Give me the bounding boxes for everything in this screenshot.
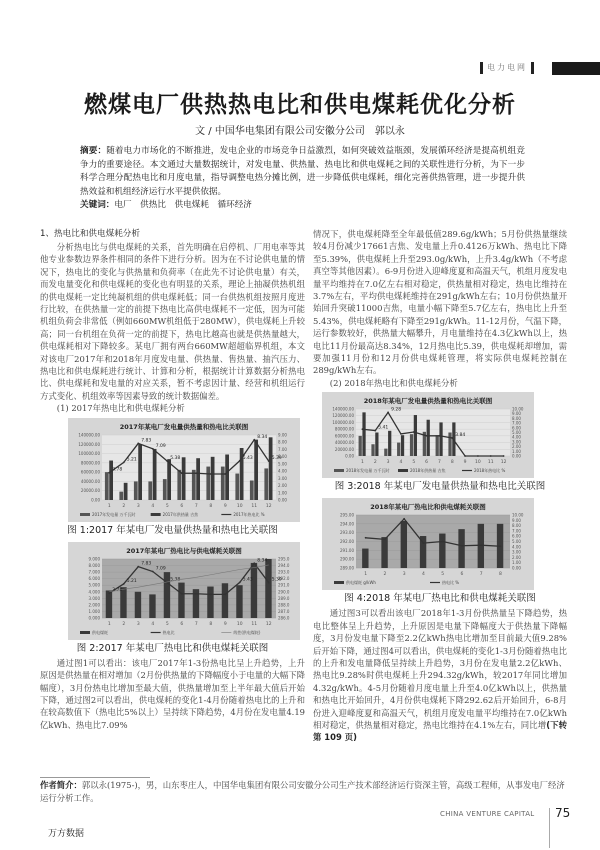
figure-1-caption: 图 1:2017 年某电厂发电量供热量和热电比关联图 <box>67 524 278 536</box>
y-tick-label: 60000.00 <box>334 433 354 439</box>
bar <box>264 468 268 500</box>
bar <box>414 415 417 456</box>
line-point <box>422 542 424 544</box>
y2-tick-label: 3.00 <box>278 475 287 481</box>
y2-tick-label: 7.00 <box>278 446 287 452</box>
bar <box>269 437 273 500</box>
y2-tick-label: 4.00 <box>512 544 521 550</box>
figure-3-caption: 图 3:2018 年某电厂发电量供热量和热电比关联图 <box>334 481 546 493</box>
plot-area <box>356 409 510 456</box>
y-tick-label: 9.000 <box>88 556 100 562</box>
y-tick-label: 20000.00 <box>334 447 354 453</box>
y-tick-label: 4.000 <box>88 588 100 594</box>
footer-divider <box>549 808 550 848</box>
bar <box>236 585 242 618</box>
y2-tick-label: 294.0 <box>278 562 290 568</box>
y2-tick-label: 2.00 <box>278 482 287 488</box>
bar <box>250 480 254 500</box>
paragraph: 通过图1可以看出：该电厂2017年1-3份热电比呈上升趋势，上升原因是供热量在相对增加（2月份供热量的下降幅度小于电量的大幅下降幅度），3月份热电比增加至最大值，供热量增加至上半年最大值后开始下降，通过图2可以看出，供电煤耗的变化1-4月份随着热电比的上升和在较高数值下（热电比5%以上）呈持续下降趋势，4月份在发电量4.19亿kWh、热电比7.09% <box>40 657 305 730</box>
y-tick-label: 100000.00 <box>78 450 100 456</box>
x-tick-label: 6 <box>460 572 464 578</box>
line-point <box>365 537 367 539</box>
line-point <box>253 562 255 564</box>
line-point <box>442 541 444 543</box>
article-title: 燃煤电厂供热热电比和供电煤耗优化分析 <box>84 92 516 118</box>
x-tick-label: 11 <box>251 621 258 627</box>
author-bio <box>40 779 565 805</box>
line-point <box>400 433 402 435</box>
subsection-heading: (2) 2018年热电比和供电煤耗分析 <box>329 377 458 388</box>
keywords-text: 电厂 供热比 供电煤耗 循环经济 <box>114 200 252 210</box>
x-tick-label: 9 <box>223 503 227 509</box>
bar <box>153 449 157 500</box>
legend-label: 2017年供热量 吉焦 <box>162 511 199 517</box>
y2-tick-label: 3.00 <box>512 549 521 555</box>
y2-tick-label: 1.00 <box>512 449 521 455</box>
line-point <box>451 437 453 439</box>
chart-title: 2018年某电厂热电比和供电煤耗关联图 <box>370 503 486 512</box>
paragraph <box>313 607 567 743</box>
y2-tick-label: 8.00 <box>278 439 287 445</box>
x-tick-label: 1 <box>364 572 368 578</box>
legend-label: 供电煤耗 g/kWh <box>346 580 376 586</box>
y2-tick-label: 287.0 <box>278 608 290 614</box>
y2-tick-label: 292.0 <box>278 575 290 581</box>
keywords <box>80 199 600 213</box>
bar <box>225 454 229 500</box>
figure-4-chart <box>322 498 534 590</box>
data-label: 5.39 <box>271 455 282 461</box>
y2-tick-label: 5.00 <box>278 461 287 467</box>
bar <box>362 549 368 568</box>
line-point <box>387 412 389 414</box>
y2-tick-label: 10.00 <box>512 512 524 518</box>
y-tick-label: 8.000 <box>88 562 100 568</box>
y-tick-label: 291.00 <box>340 548 354 554</box>
chart-title: 2018年某电厂发电量供热量和热电比关联图 <box>363 397 493 406</box>
bar <box>222 583 228 618</box>
line-point <box>137 565 139 567</box>
x-tick-label: 8 <box>498 572 502 578</box>
line-point <box>210 593 212 595</box>
x-tick-label: 1 <box>360 460 364 466</box>
data-label: 5.38 <box>170 455 181 461</box>
left-column <box>40 228 305 731</box>
data-label: 5.41 <box>378 425 389 431</box>
line-point <box>166 460 168 462</box>
y-tick-label: 292.00 <box>340 539 354 545</box>
bar <box>458 529 464 568</box>
section-heading: 1、热电比和供电煤耗分析 <box>40 229 140 239</box>
legend-label: 2018年发电量 万千瓦时 <box>346 468 390 474</box>
x-tick-label: 3 <box>386 460 390 466</box>
x-tick-label: 9 <box>463 460 467 466</box>
y2-tick-label: 6.00 <box>278 453 287 459</box>
abstract-text: 随着电力市场化的不断推进，发电企业的市场竞争日益激烈，如何突破效益瓶颈，发展循环经济是提高机组竞争力的重要途径。本文通过大量数据统计，对发电量、供热量、热电比和供电煤耗之间的关联性进行分析，为下一步科学合理分配热电比和月度电量，指导调整电热分摊比例，进一步降低供电煤耗，细化完善供热管理，进一步提升供热效益和机组经济运行水平提供依据。 <box>80 146 525 197</box>
x-tick-label: 12 <box>265 503 272 509</box>
y-tick-label: 295.00 <box>340 512 354 518</box>
figure-2-chart <box>68 542 300 640</box>
line-point <box>195 472 197 474</box>
y-tick-label: 80000.00 <box>334 426 354 432</box>
bar <box>119 491 123 499</box>
bar <box>149 594 155 618</box>
bar <box>439 534 445 568</box>
y-tick-label: 0.00 <box>345 453 354 459</box>
bar <box>182 457 186 500</box>
x-tick-label: 5 <box>412 460 416 466</box>
bar <box>427 420 430 456</box>
legend-label: 供电煤耗 <box>92 629 108 635</box>
bar <box>251 563 257 618</box>
y-tick-label: 7.000 <box>88 569 100 575</box>
y2-tick-label: 9.00 <box>278 432 287 438</box>
bar <box>384 449 387 456</box>
line-point <box>268 460 270 462</box>
bar <box>401 435 404 456</box>
data-label: 3.84 <box>455 433 466 439</box>
legend-label: 2017年发电量 万千瓦时 <box>92 511 136 517</box>
data-label: 7.83 <box>141 438 152 444</box>
x-tick-label: 10 <box>236 621 243 627</box>
x-tick-label: 5 <box>441 572 445 578</box>
bar <box>207 586 213 617</box>
line-point <box>181 593 183 595</box>
bar <box>401 521 407 568</box>
figure-2-caption: 图 2:2017 年某电厂热电比和供电煤耗关联图 <box>76 642 269 654</box>
y-tick-label: 2.000 <box>88 602 100 608</box>
line-point <box>499 546 501 548</box>
continued-note: (下转第 109 页) <box>313 719 567 743</box>
y2-tick-label: 7.00 <box>512 528 521 534</box>
bar <box>397 443 400 456</box>
figure-1-chart <box>68 418 300 522</box>
x-tick-label: 9 <box>223 621 227 627</box>
data-label: 3.78 <box>112 587 123 593</box>
line-point <box>152 448 154 450</box>
x-tick-label: 7 <box>194 503 198 509</box>
y2-tick-label: 1.00 <box>512 560 521 566</box>
data-label: 3.78 <box>112 467 123 473</box>
divider <box>40 777 150 778</box>
y2-tick-label: 0.00 <box>278 497 287 503</box>
legend-label: 2017年热电比 % <box>233 511 265 517</box>
data-label: 5.38 <box>170 577 181 583</box>
x-tick-label: 3 <box>136 621 140 627</box>
y-tick-label: 40000.00 <box>80 478 100 484</box>
x-tick-label: 6 <box>180 621 184 627</box>
line-point <box>413 431 415 433</box>
bar <box>196 458 200 500</box>
bar <box>167 459 171 500</box>
y-tick-label: 289.00 <box>340 565 354 571</box>
line-point <box>461 545 463 547</box>
subsection-heading: (1) 2017年热电比和供电煤耗分析 <box>56 403 185 414</box>
y2-tick-label: 9.00 <box>512 518 521 524</box>
line-point <box>268 581 270 583</box>
data-label: 8.34 <box>257 558 268 564</box>
y2-tick-label: 7.00 <box>512 420 521 426</box>
bar <box>106 590 112 618</box>
x-tick-label: 8 <box>209 503 213 509</box>
legend-label: 热电比 % <box>442 580 460 586</box>
y-tick-label: 1.000 <box>88 608 100 614</box>
y2-tick-label: 10.00 <box>512 406 524 412</box>
bar <box>148 481 152 500</box>
y2-tick-label: 289.0 <box>278 595 290 601</box>
x-tick-label: 2 <box>122 621 126 627</box>
x-tick-label: 4 <box>399 460 403 466</box>
y2-tick-label: 4.00 <box>512 434 521 440</box>
bar <box>371 445 374 457</box>
line-point <box>503 455 505 457</box>
line-point <box>384 539 386 541</box>
figure-3-chart <box>322 392 534 478</box>
line-point <box>137 442 139 444</box>
y-tick-label: 3.000 <box>88 595 100 601</box>
line-point <box>362 429 364 431</box>
x-tick-label: 2 <box>383 572 387 578</box>
line-point <box>224 473 226 475</box>
x-tick-label: 6 <box>180 503 184 509</box>
bar <box>235 473 239 499</box>
legend-label: 线性(供电煤耗) <box>233 629 261 635</box>
bio-text: 郭以永(1975-)，男，山东枣庄人，中国华电集团有限公司安徽分公司生产技术部经济运行资深主管，高级工程师，从事发电厂经济运行分析工作。 <box>40 780 565 803</box>
x-tick-label: 7 <box>479 572 483 578</box>
figure-4-caption: 图 4:2018 年某电厂热电比和供电煤耗关联图 <box>344 593 536 605</box>
line-point <box>439 435 441 437</box>
x-tick-label: 1 <box>107 503 111 509</box>
line-point <box>123 461 125 463</box>
x-tick-label: 2 <box>122 503 126 509</box>
y2-tick-label: 293.0 <box>278 569 290 575</box>
abstract <box>80 145 525 199</box>
x-tick-label: 12 <box>265 621 272 627</box>
x-tick-label: 4 <box>151 621 155 627</box>
legend-swatch <box>151 513 161 516</box>
y2-tick-label: 5.00 <box>512 430 521 436</box>
bar <box>211 457 215 500</box>
abstract-label: 摘要： <box>80 146 107 156</box>
y-tick-label: 140000.00 <box>78 432 100 438</box>
bar <box>138 444 142 500</box>
y2-tick-label: 0.00 <box>512 453 521 459</box>
legend-swatch <box>398 469 408 472</box>
y2-tick-label: 8.00 <box>512 416 521 422</box>
y-tick-label: 120000.00 <box>78 441 100 447</box>
legend-swatch <box>334 581 344 584</box>
y2-tick-label: 1.00 <box>278 489 287 495</box>
legend-swatch <box>80 513 90 516</box>
chart-title: 2017年某电厂发电量供热量和热电比关联图 <box>119 422 249 431</box>
bar <box>206 466 210 499</box>
x-tick-label: 8 <box>450 460 454 466</box>
x-tick-label: 3 <box>136 503 140 509</box>
x-tick-label: 5 <box>165 503 169 509</box>
data-label: 5.21 <box>126 457 137 463</box>
data-label: 7.83 <box>141 561 152 567</box>
article-header <box>0 90 600 213</box>
x-tick-label: 11 <box>251 503 258 509</box>
line-point <box>477 455 479 457</box>
x-tick-label: 5 <box>165 621 169 627</box>
bar <box>135 591 141 617</box>
bar <box>448 433 451 457</box>
data-label: 5.21 <box>126 578 137 584</box>
y2-tick-label: 0.00 <box>512 565 521 571</box>
line-point <box>108 471 110 473</box>
line-point <box>490 455 492 457</box>
bar <box>265 559 271 618</box>
y2-tick-label: 5.00 <box>512 539 521 545</box>
section-bar <box>552 62 600 75</box>
y2-tick-label: 286.0 <box>278 615 290 621</box>
article-author: 文 / 中国华电集团有限公司安徽分公司 郭以永 <box>195 126 405 137</box>
line-point <box>210 473 212 475</box>
bar <box>439 423 442 457</box>
bar <box>178 582 184 617</box>
line-point <box>195 593 197 595</box>
bar <box>163 479 167 500</box>
bar <box>221 466 225 499</box>
y-tick-label: 120000.00 <box>332 413 354 419</box>
y-tick-label: 80000.00 <box>80 460 100 466</box>
data-label: 5.43 <box>242 455 253 461</box>
y-tick-label: 140000.00 <box>332 406 354 412</box>
y-tick-label: 294.00 <box>340 521 354 527</box>
data-label: 5.39 <box>271 577 282 583</box>
x-tick-label: 11 <box>487 460 494 466</box>
y-tick-label: 60000.00 <box>80 469 100 475</box>
bar <box>124 483 128 500</box>
paragraph: 情况下，供电煤耗降至全年最低值289.6g/kWh；5月份供热量继续较4月份减少17661吉焦、发电量上升0.4126万kWh、热电比下降至5.39%，供电煤耗上升至293.0g/kWh，上升3.4g/kWh（不考虑真空等其他因素）。6-9月份进入迎峰度夏和高温天气，机组月度发电量平均维持在7.0亿左右相对稳定，供热量相对稳定，热电比维持在3.7%左右，平均供电煤耗维持在291g/kWh左右；10月份供热量开始回升突破11000吉焦，电量小幅下降至5.7亿左右，热电比上升至5.43%，供电煤耗略有下降至291g/kWh。11-12月份，气温下降，运行参数较好，供热量大幅攀升，月电量维持在4.3亿kWh以上，热电比11月份最高达8.34%，12月热电比5.39，供电煤耗却增加，需要加强11月份和12月份供电煤耗管理，将实际供电煤耗控制在289g/kWh左右。 <box>313 229 567 376</box>
line-point <box>123 583 125 585</box>
y2-tick-label: 290.0 <box>278 588 290 594</box>
section-tag: 电力电网 <box>480 62 534 74</box>
y2-tick-label: 291.0 <box>278 582 290 588</box>
x-tick-label: 7 <box>437 460 441 466</box>
x-tick-label: 10 <box>475 460 481 466</box>
y-tick-label: 100000.00 <box>332 420 354 426</box>
line-point <box>108 592 110 594</box>
keywords-label: 关键词： <box>80 200 115 210</box>
y2-tick-label: 4.00 <box>278 468 287 474</box>
y2-tick-label: 3.00 <box>512 439 521 445</box>
line-point <box>464 455 466 457</box>
data-label: 9.28 <box>391 407 402 413</box>
y2-tick-label: 288.0 <box>278 602 290 608</box>
x-tick-label: 8 <box>209 621 213 627</box>
bar <box>109 460 113 499</box>
bar <box>388 431 391 456</box>
x-tick-label: 10 <box>236 503 243 509</box>
watermark: 万方数据 <box>48 829 85 839</box>
bar <box>381 537 387 568</box>
legend-label: 2018年供热量 吉焦 <box>410 468 446 474</box>
x-tick-label: 6 <box>425 460 429 466</box>
line-point <box>224 593 226 595</box>
line-point <box>239 581 241 583</box>
bar <box>134 481 138 500</box>
data-label: 7.09 <box>155 443 166 449</box>
x-tick-label: 12 <box>500 460 507 466</box>
paragraph-text: 通过图3可以看出该电厂2018年1-3月份供热量呈下降趋势，热电比整体呈上升趋势，上升原因是电量下降幅度大于供热量下降幅度，3月份发电量下降至2.2亿kWh热电比增加至目前最大值9.28%后开始下降，通过图4可以看出，供电煤耗的变化1-3月份随着热电比的上升和发电量降低呈持续上升趋势，3月份在发电量2.2亿kWh、热电比9.28%时供电煤耗上升294.32g/kWh，较2017年同比增加4.32g/kWh。4-5月份随着月度电量上升至4.0亿kWh以上，供热量和热电比开始回升，4月份供电煤耗下降292.62后开始回升，6-8月份进入迎峰度夏和高温天气，机组月度发电量平均维持在7.0亿kWh相对稳定，供热量相对稳定，热电比维持在4.1%左右，同比增 <box>313 608 567 730</box>
data-label: 8.34 <box>257 434 268 440</box>
x-tick-label: 4 <box>421 572 425 578</box>
y2-tick-label: 2.00 <box>512 444 521 450</box>
data-label: 7.09 <box>155 566 166 572</box>
y2-tick-label: 9.00 <box>512 411 521 417</box>
line-point <box>403 518 405 520</box>
y2-tick-label: 2.00 <box>512 555 521 561</box>
bar <box>436 435 439 456</box>
y-tick-label: 20000.00 <box>80 487 100 493</box>
paragraph: 分析热电比与供电煤耗的关系，首先明确在启停机、厂用电率等其他专业参数边界条件相同的条件下进行分析。因为在不讨论供电量的情况下，热电比的变化与供热量和负荷率（在此先不讨论供电量）有关，而发电量变化和供电煤耗的变化也有明显的关系，理论上抽凝供热机组的供电煤耗一定比纯凝机组的供电煤耗低；同一台供热机组按照月度进行比较，在供热量一定的前提下热电比高供电煤耗不一定低，因为可能机组负荷会非常低（例如660MW机组低于280MW），供电煤耗上升较高；同一台机组在负荷一定的前提下，热电比越高也就是供热量越大，供电煤耗相对下降较多。某电厂拥有两台660MW超超临界机组，本文对该电厂2017年和2018年月度发电量、供热量、售热量、抽汽压力、热电比和供电煤耗进行统计、计算和分析，根据统计计算数据分析热电比、供电煤耗和发电量的对应关系，暂不考虑因计量、经营和机组运行方式变化、机组效率等因素导致的统计数据偏差。 <box>40 242 305 401</box>
x-tick-label: 4 <box>151 503 155 509</box>
bar <box>410 434 413 456</box>
bar <box>192 470 196 500</box>
y-tick-label: 293.00 <box>340 530 354 536</box>
bar <box>105 472 109 500</box>
y2-tick-label: 8.00 <box>512 523 521 529</box>
line-point <box>181 472 183 474</box>
bar <box>362 413 365 457</box>
bar <box>254 439 258 499</box>
legend-label: 2018年热电比 % <box>474 468 506 474</box>
legend-label: 热电比 <box>162 629 175 635</box>
y-tick-label: 0.00 <box>91 497 100 503</box>
bio-label: 作者简介： <box>40 780 82 790</box>
data-label: 5.43 <box>242 577 253 583</box>
x-tick-label: 7 <box>194 621 198 627</box>
line-point <box>480 545 482 547</box>
y2-tick-label: 6.00 <box>512 533 521 539</box>
bar <box>359 436 362 456</box>
line-point <box>253 439 255 441</box>
line-point <box>152 570 154 572</box>
y-tick-label: 40000.00 <box>334 440 354 446</box>
chart-title: 2017年某电厂热电比与供电煤耗关联图 <box>126 546 242 555</box>
y-tick-label: 0.000 <box>88 615 100 621</box>
page-number: 75 <box>555 806 571 820</box>
right-column <box>313 228 567 744</box>
y-tick-label: 5.000 <box>88 582 100 588</box>
y-tick-label: 290.00 <box>340 556 354 562</box>
journal-name: CHINA VENTURE CAPITAL <box>440 810 535 818</box>
line-point <box>239 460 241 462</box>
line-point <box>374 430 376 432</box>
legend-swatch <box>80 631 90 634</box>
x-tick-label: 2 <box>373 460 377 466</box>
y2-tick-label: 295.0 <box>278 556 290 562</box>
bar <box>164 572 170 618</box>
x-tick-label: 3 <box>402 572 406 578</box>
line-point <box>426 435 428 437</box>
bar <box>177 470 181 500</box>
bar <box>375 433 378 457</box>
x-tick-label: 1 <box>107 621 111 627</box>
y2-tick-label: 6.00 <box>512 425 521 431</box>
y-tick-label: 6.000 <box>88 575 100 581</box>
legend-swatch <box>334 469 344 472</box>
